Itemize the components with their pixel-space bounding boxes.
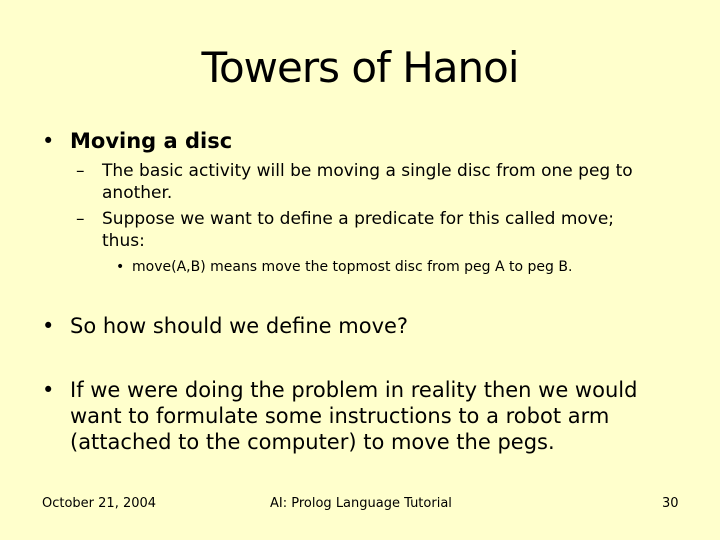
subitem-text: The basic activity will be moving a single disc from one peg to another. — [102, 161, 633, 203]
dash-marker: – — [76, 209, 85, 229]
dash-marker: – — [76, 161, 85, 181]
bullet-marker: • — [42, 314, 55, 338]
bullet-text: Moving a disc — [70, 129, 233, 153]
bullet-text: So how should we define move? — [70, 314, 409, 338]
subitem-text: Suppose we want to define a predicate for this called move; thus: — [102, 209, 615, 251]
footer-date: October 21, 2004 — [42, 496, 157, 511]
page-number: 30 — [662, 496, 679, 511]
bullet-text: If we were doing the problem in reality then we would want to formulate some instructions to a robot arm (attached to the computer) to move the pegs. — [70, 378, 638, 454]
bullet-marker: • — [42, 129, 55, 153]
slide-title: Towers of Hanoi — [201, 43, 519, 92]
bullet-marker: • — [42, 378, 55, 402]
bullet-marker: • — [116, 259, 125, 275]
footer-title: AI: Prolog Language Tutorial — [270, 496, 452, 511]
subsubitem-text: move(A,B) means move the topmost disc from peg A to peg B. — [132, 259, 573, 275]
